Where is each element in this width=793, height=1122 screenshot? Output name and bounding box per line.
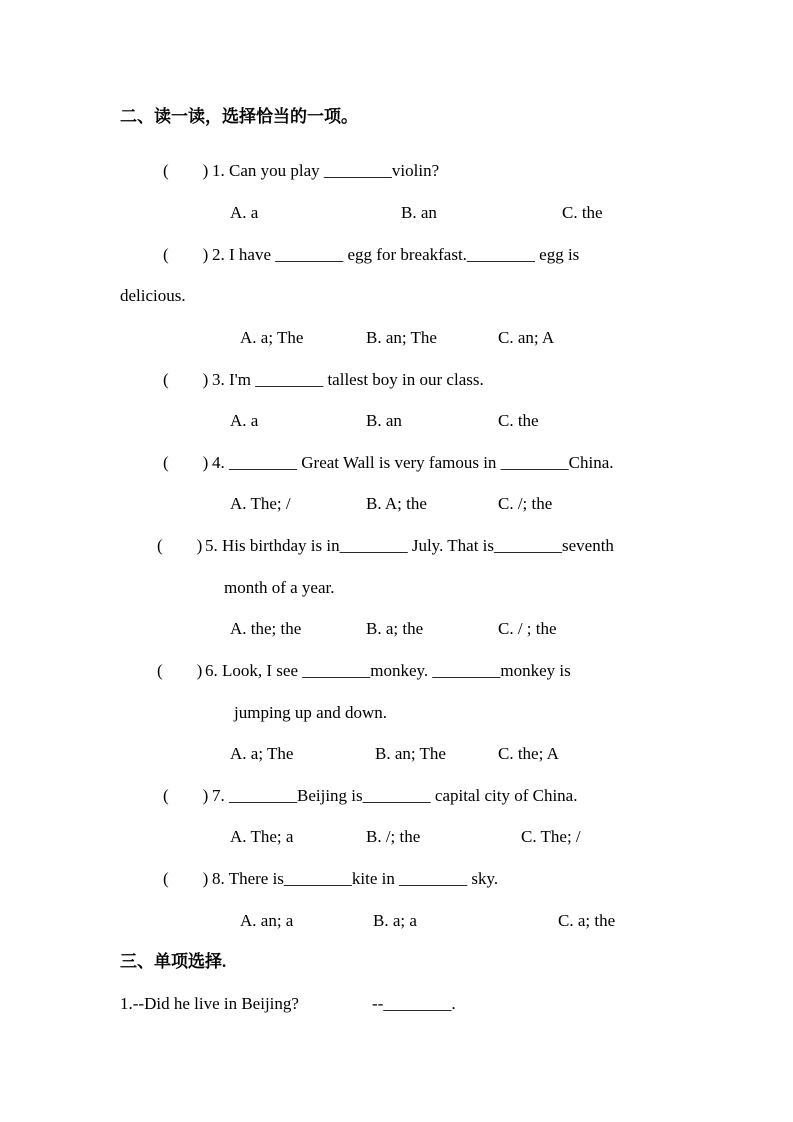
q8-paren: ( )	[163, 869, 209, 888]
q4-option-a: A. The; /	[230, 494, 291, 513]
q2-option-b: B. an; The	[366, 328, 437, 347]
q1-paren: ( )	[163, 161, 209, 180]
q3-option-a: A. a	[230, 411, 259, 430]
q1-option-b: B. an	[401, 203, 437, 222]
q6-stem: 6. Look, I see ________monkey. ________monkey is	[205, 661, 571, 680]
q4-option-b: B. A; the	[366, 494, 427, 513]
q4-paren: ( )	[163, 453, 209, 472]
q1-option-c: C. the	[562, 203, 603, 222]
q1-option-a: A. a	[230, 203, 259, 222]
q5-option-b: B. a; the	[366, 619, 424, 638]
q5-stem: 5. His birthday is in________ July. That is________seventh	[205, 536, 614, 555]
q2-stem-continued: delicious.	[120, 286, 186, 305]
q6-option-c: C. the; A	[498, 744, 559, 763]
q8-option-c: C. a; the	[558, 911, 616, 930]
q8-option-b: B. a; a	[373, 911, 417, 930]
s3-q1-stem: 1.--Did he live in Beijing?	[120, 994, 299, 1013]
q5-option-a: A. the; the	[230, 619, 302, 638]
q5-option-c: C. / ; the	[498, 619, 557, 638]
q7-paren: ( )	[163, 786, 209, 805]
section-2-title: 二、读一读，选择恰当的一项。	[120, 107, 358, 126]
q6-option-b: B. an; The	[375, 744, 446, 763]
q3-stem: 3. I'm ________ tallest boy in our class.	[212, 370, 484, 389]
q3-option-b: B. an	[366, 411, 402, 430]
s3-q1-answer: --________.	[372, 994, 456, 1013]
q4-stem: 4. ________ Great Wall is very famous in ________China.	[212, 453, 614, 472]
q6-option-a: A. a; The	[230, 744, 294, 763]
q8-option-a: A. an; a	[240, 911, 294, 930]
q3-option-c: C. the	[498, 411, 539, 430]
q7-stem: 7. ________Beijing is________ capital city of China.	[212, 786, 578, 805]
q3-paren: ( )	[163, 370, 209, 389]
q2-option-c: C. an; A	[498, 328, 555, 347]
q5-paren: ( )	[157, 536, 203, 555]
q4-option-c: C. /; the	[498, 494, 553, 513]
q6-paren: ( )	[157, 661, 203, 680]
q7-option-a: A. The; a	[230, 827, 294, 846]
q2-paren: ( )	[163, 245, 209, 264]
q5-stem-continued: month of a year.	[224, 578, 335, 597]
q6-stem-continued: jumping up and down.	[234, 703, 387, 722]
q2-stem: 2. I have ________ egg for breakfast.________ egg is	[212, 245, 580, 264]
section-3-title: 三、单项选择.	[120, 952, 227, 971]
q2-option-a: A. a; The	[240, 328, 304, 347]
q7-option-c: C. The; /	[521, 827, 581, 846]
q1-stem: 1. Can you play ________violin?	[212, 161, 440, 180]
q8-stem: 8. There is________kite in ________ sky.	[212, 869, 499, 888]
q7-option-b: B. /; the	[366, 827, 421, 846]
